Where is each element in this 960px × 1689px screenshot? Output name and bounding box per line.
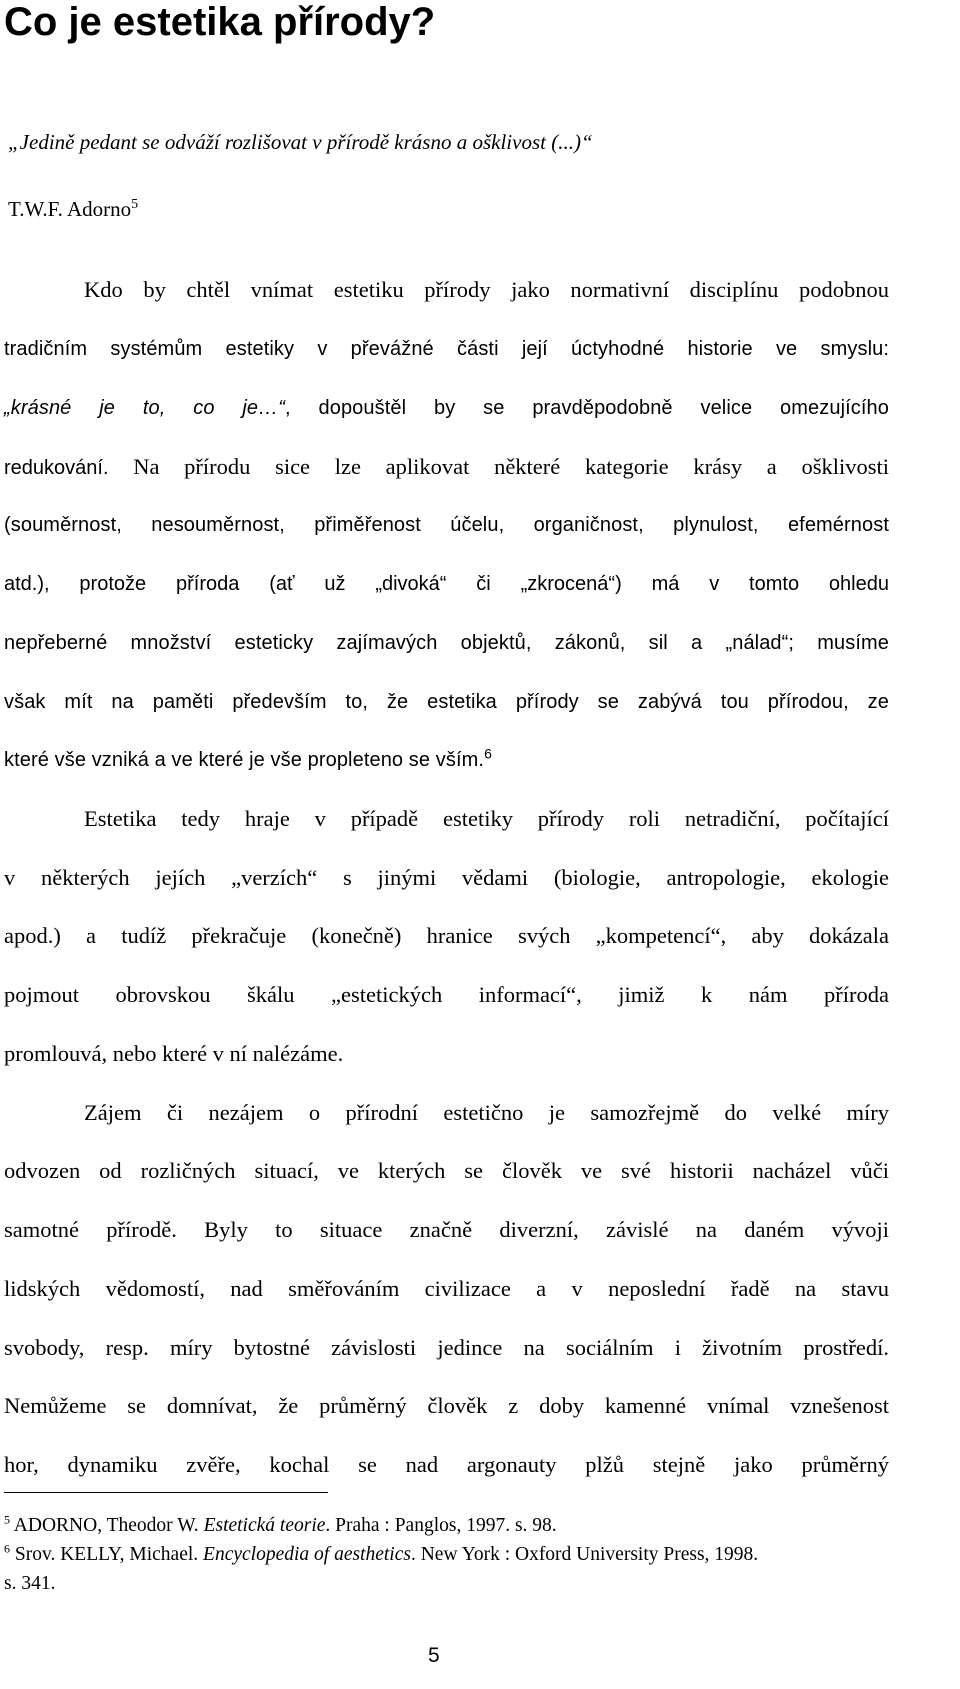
chapter-heading: Co je estetika přírody? [4,0,436,44]
body-line: Kdo by chtěl vnímat estetiku přírody jako normativní disciplínu podobnou [84,277,889,302]
body-line: pojmout obrovskou škálu „estetických informací“, jimiž k nám příroda [4,982,889,1007]
body-line: Estetika tedy hraje v případě estetiky přírody roli netradiční, počítající [84,806,889,831]
motto-quote: „Jedině pedant se odváží rozlišovat v přírodě krásno a ošklivost (...)“ [8,130,593,154]
body-line: atd.), protože příroda (ať už „divoká“ či „zkrocená“) má v tomto ohledu [4,573,889,595]
body-line: nepřeberné množství esteticky zajímavých objektů, zákonů, sil a „nálad“; musíme [4,632,889,654]
body-line: Nemůžeme se domnívat, že průměrný člověk z doby kamenné vnímal vznešenost [4,1393,889,1418]
motto-author-name: T.W.F. Adorno [8,197,132,221]
body-line: promlouvá, nebo které v ní nalézáme. [4,1041,344,1066]
body-line: však mít na paměti především to, že estetika přírody se zabývá tou přírodou, ze [4,691,889,713]
body-line: redukování. Na přírodu sice lze aplikovat některé kategorie krásy a ošklivosti [4,454,889,479]
footnote-ref-5: 5 [131,197,139,212]
cited-title: Encyclopedia of aesthetics [203,1544,411,1565]
body-line: tradičním systémům estetiky v převážné části její úctyhodné historie ve smyslu: [4,338,889,360]
footnote-separator [4,1492,328,1493]
italic-quote: „krásné je to, co je…“ [4,397,286,419]
body-line: Zájem či nezájem o přírodní estetično je samozřejmě do velké míry [84,1100,889,1125]
body-line: odvozen od rozličných situací, ve kterých se člověk ve své historii nacházel vůči [4,1158,889,1183]
body-line: samotné přírodě. Byly to situace značně diverzní, závislé na daném vývoji [4,1217,889,1242]
body-line: které vše vzniká a ve které je vše propleteno se vším.$^6$ [4,745,492,771]
body-line: (souměrnost, nesouměrnost, přiměřenost účelu, organičnost, plynulost, efemérnost [4,514,889,536]
body-line: apod.) a tudíž překračuje (konečně) hranice svých „kompetencí“, aby dokázala [4,923,889,948]
body-line: „krásné je to, co je…“, dopouštěl by se pravděpodobně velice omezujícího [4,397,889,419]
body-line: v některých jejích „verzích“ s jinými vědami (biologie, antropologie, ekologie [4,865,889,890]
page-number: 5 [428,1644,440,1667]
body-line: svobody, resp. míry bytostné závislosti jedince na sociálním i životním prostředí. [4,1335,889,1360]
motto-author [8,195,138,223]
cited-title: Estetická teorie [203,1515,326,1536]
footnote-6-continued: s. 341. [4,1573,56,1594]
footnote-ref-6: 6 [484,745,492,762]
body-line: hor, dynamiku zvěře, kochal se nad argonauty plžů stejně jako průměrný [4,1452,889,1477]
body-line: lidských vědomostí, nad směřováním civilizace a v neposlední řadě na stavu [4,1276,889,1301]
footnote-6: $^6$ Srov. KELLY, Michael. Encyclopedia of aesthetics. New York : Oxford University Press, 1998. [4,1541,759,1565]
footnote-5: $^5$ ADORNO, Theodor W. Estetická teorie. Praha : Panglos, 1997. s. 98. [4,1512,557,1536]
